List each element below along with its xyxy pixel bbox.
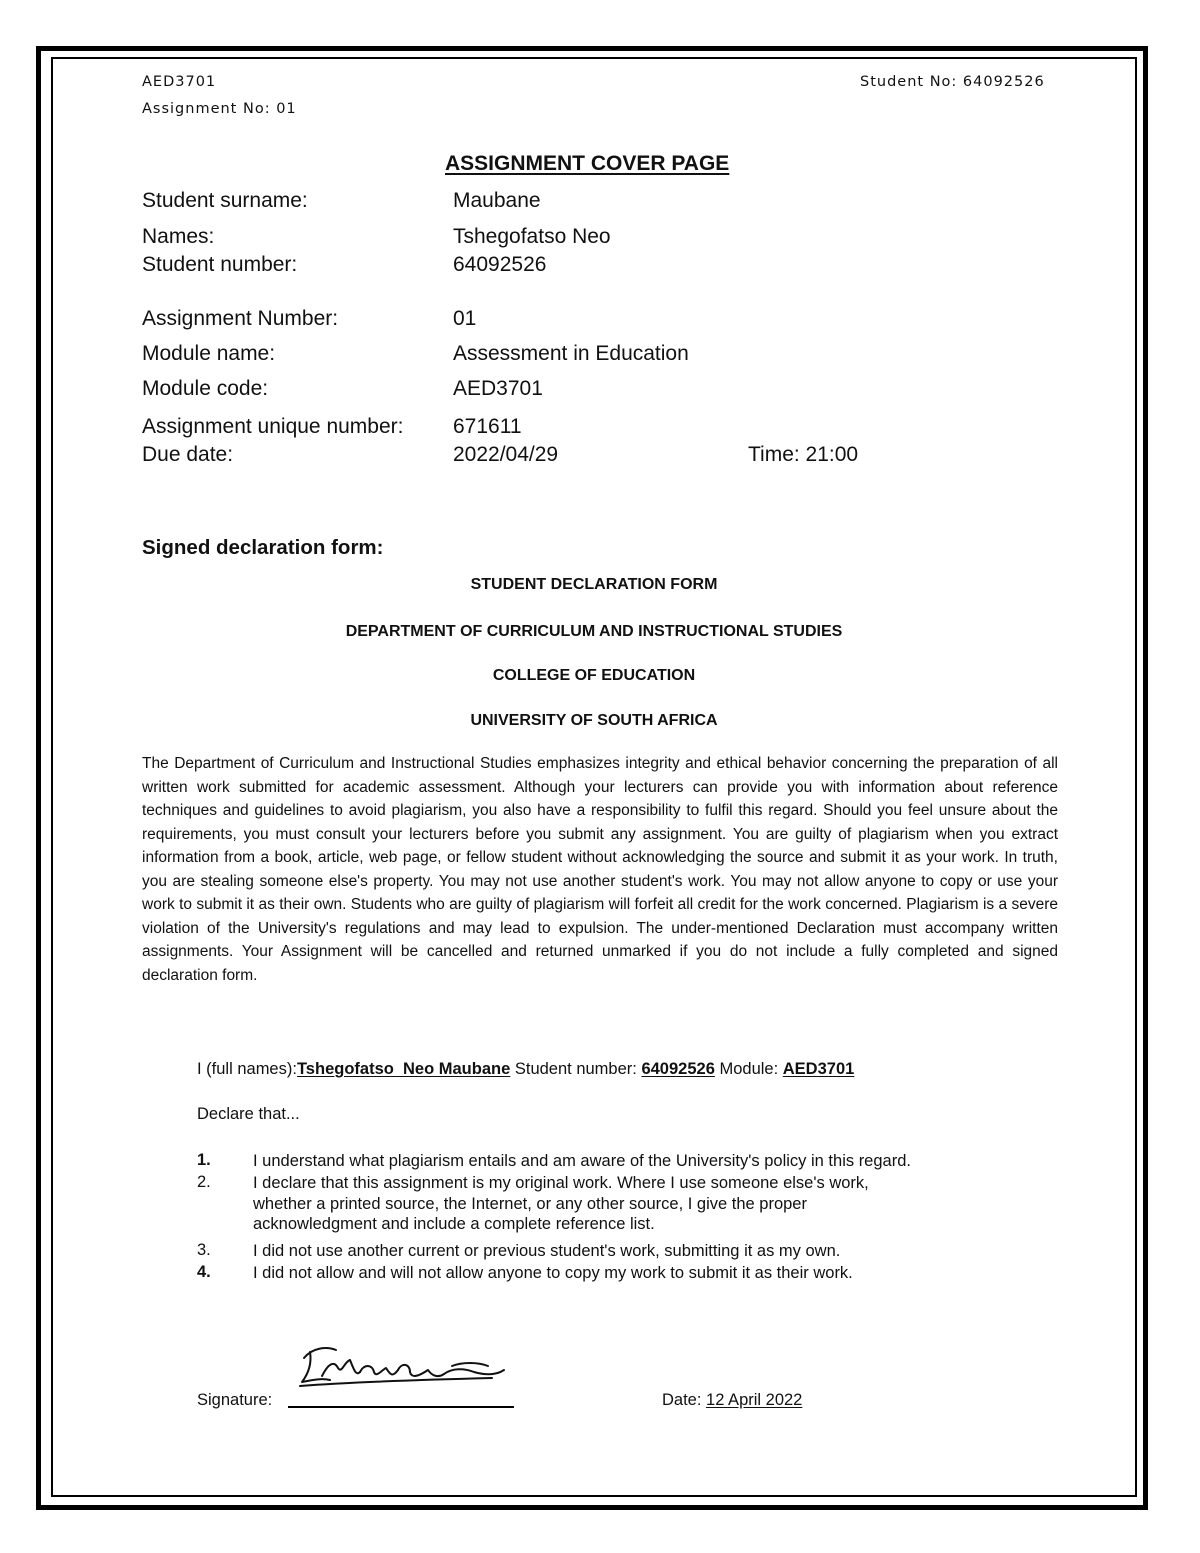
full-names-line <box>197 1060 854 1079</box>
full-names-value: Tshegofatso Neo Maubane <box>296 1060 511 1078</box>
header-assignment-no: Assignment No: 01 <box>142 101 297 117</box>
names-label: Names: <box>142 225 215 248</box>
declaration-student-number-label: Student number: <box>514 1060 637 1078</box>
declaration-heading: STUDENT DECLARATION FORM <box>470 576 718 593</box>
item-number: 3. <box>197 1241 211 1259</box>
declaration-item: I understand what plagiarism entails and am aware of the University's policy in this regard. <box>253 1152 911 1170</box>
student-number-label: Student number: <box>142 253 298 276</box>
due-date-label: Due date: <box>142 443 234 466</box>
university-heading: UNIVERSITY OF SOUTH AFRICA <box>470 712 718 729</box>
unique-number-value: 671611 <box>453 415 522 438</box>
declare-that: Declare that... <box>197 1105 300 1123</box>
item-number: 1. <box>197 1151 211 1169</box>
declaration-section-title: Signed declaration form: <box>142 536 384 559</box>
assignment-number-label: Assignment Number: <box>142 307 339 330</box>
module-code-value: AED3701 <box>453 377 543 400</box>
surname-label: Student surname: <box>142 189 308 212</box>
signature-label: Signature: <box>197 1391 273 1409</box>
item-number: 4. <box>197 1263 211 1281</box>
declaration-module-label: Module: <box>719 1060 779 1078</box>
declaration-student-number-value: 64092526 <box>641 1060 715 1078</box>
full-names-label: I (full names): <box>197 1060 297 1078</box>
date-label: Date: <box>662 1391 702 1409</box>
header-student-no: Student No: 64092526 <box>860 74 1045 90</box>
item-number: 2. <box>197 1173 211 1191</box>
date-value: 12 April 2022 <box>706 1391 803 1409</box>
assignment-number-value: 01 <box>453 307 477 330</box>
page-title: ASSIGNMENT COVER PAGE <box>445 152 730 175</box>
date-line <box>662 1391 802 1410</box>
student-number-value: 64092526 <box>453 253 547 276</box>
surname-value: Maubane <box>453 189 541 212</box>
module-name-label: Module name: <box>142 342 276 365</box>
module-name-value: Assessment in Education <box>453 342 689 365</box>
declaration-item: I did not use another current or previous student's work, submitting it as my own. <box>253 1242 841 1260</box>
declaration-item: I declare that this assignment is my original work. Where I use someone else's work, whether a printed source, the Internet, or any other source, I give the proper acknowledgment and include a complete reference list. <box>253 1174 869 1233</box>
names-value: Tshegofatso Neo <box>453 225 611 248</box>
module-code-label: Module code: <box>142 377 269 400</box>
handwritten-signature <box>292 1340 512 1402</box>
due-time-value: Time: 21:00 <box>748 443 859 466</box>
signature-line <box>288 1406 514 1408</box>
header-module-code: AED3701 <box>142 74 217 90</box>
declaration-module-value: AED3701 <box>782 1060 855 1078</box>
unique-number-label: Assignment unique number: <box>142 415 404 438</box>
due-date-value: 2022/04/29 <box>453 443 559 466</box>
declaration-paragraph: The Department of Curriculum and Instructional Studies emphasizes integrity and ethical behavior concerning the preparation of all written work submitted for academic assessment. Although your lecturers can provide you with information about reference techniques and guidelines to avoid plagiarism, you also have a responsibility to fulfil this regard. Should you feel unsure about the requirements, you must consult your lecturers before you submit any assignment. You are guilty of plagiarism when you extract information from a book, article, web page, or fellow student without acknowledging the source and submit it as your work. In truth, you are stealing someone else's property. You may not use another student's work. You may not allow anyone to copy or use your work to submit it as their own. Students who are guilty of plagiarism will forfeit all credit for the work concerned. Plagiarism is a severe violation of the University's regulations and may lead to expulsion. The under-mentioned Declaration must accompany written assignments. Your Assignment will be cancelled and returned unmarked if you do not include a fully completed and signed declaration form. <box>142 755 1058 984</box>
department-heading: DEPARTMENT OF CURRICULUM AND INSTRUCTIONAL STUDIES <box>345 623 843 640</box>
college-heading: COLLEGE OF EDUCATION <box>492 667 696 684</box>
declaration-item: I did not allow and will not allow anyone to copy my work to submit it as their work. <box>253 1264 853 1282</box>
